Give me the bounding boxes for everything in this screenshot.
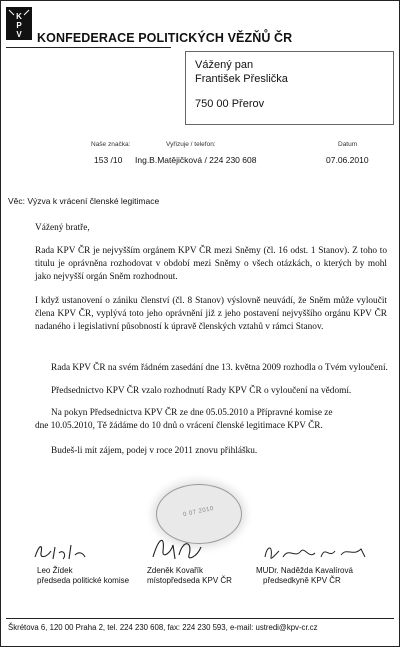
salutation: Vážený bratře, (35, 223, 90, 233)
our-ref-value: 153 /10 (94, 155, 123, 165)
signature-nadezda-kavalirova (261, 541, 371, 563)
title-underline (6, 47, 171, 48)
body-paragraph-4: Předsednictvo KPV ČR vzalo rozhodnutí Rady KPV ČR o vyloučení na vědomí. (51, 386, 352, 396)
signatory-3-name: MUDr. Naděžda Kavalírová (256, 566, 353, 575)
subject-line: Věc: Výzva k vrácení členské legitimace (8, 196, 160, 206)
body-paragraph-5: Na pokyn Předsednictva KPV ČR ze dne 05.05.2010 a Přípravné komise ze dne 10.05.2010, Tě žádáme do 10 dnů o vrácení členské legitimace KPV ČR. (35, 408, 333, 431)
organization-title: KONFEDERACE POLITICKÝCH VĚZŇŮ ČR (37, 31, 293, 45)
signatory-2-role: místopředseda KPV ČR (147, 576, 232, 585)
body-paragraph-2: I když ustanovení o zániku členství (čl. 8 Stanov) výslovně neuvádí, že Sněm může vyloučit člena KPV ČR, vyplývá toto jeho oprávnění již z jeho postavení nejvyššího orgánu KPV ČR nadaného i legislativní působností k úpravě členských vztahů v rámci Stanov. (35, 296, 387, 332)
body-paragraph-1: Rada KPV ČR je nejvyšším orgánem KPV ČR mezi Sněmy (čl. 16 odst. 1 Stanov). Z toho to titulu je oprávněna rozhodovat v období mezi Sněmy o všech otázkách, o kterých by mohl jako nejvyšší orgán Sněm rozhodnout. (35, 246, 387, 282)
footer-divider (6, 618, 394, 619)
recipient-greeting: Vážený pan (195, 59, 254, 71)
recipient-name: František Přeslička (195, 73, 288, 85)
footer-contact: Škrétova 6, 120 00 Praha 2, tel. 224 230 608, fax: 224 230 593, e-mail: ustredi@kpv-cr.cz (8, 623, 318, 632)
handled-by-label: Vyřizuje / telefon: (166, 141, 216, 148)
kpv-logo (6, 7, 32, 40)
date-value: 07.06.2010 (326, 155, 369, 165)
signatory-3-role: předsedkyně KPV ČR (263, 576, 341, 585)
svg-text:P: P (16, 21, 22, 30)
signatory-1-name: Leo Žídek (37, 566, 73, 575)
signatory-1-role: předseda politické komise (37, 576, 130, 585)
signature-zdenek-kovarik (149, 533, 209, 563)
our-ref-label: Naše značka: (91, 141, 131, 148)
svg-text:K: K (16, 12, 22, 21)
body-paragraph-6: Budeš-li mít zájem, podej v roce 2011 znovu přihlášku. (51, 446, 258, 456)
handled-by-value: Ing.B.Matějičková / 224 230 608 (135, 155, 257, 165)
recipient-city: 750 00 Přerov (195, 98, 265, 110)
stamp-date: 0 07 2010 (182, 505, 215, 519)
body-paragraph-3: Rada KPV ČR na svém řádném zasedání dne 13. května 2009 rozhodla o Tvém vyloučení. (51, 363, 388, 373)
recipient-address-box (185, 51, 394, 125)
signature-leo-zidek (33, 539, 103, 563)
signatory-2-name: Zdeněk Kovařík (147, 566, 204, 575)
date-label: Datum (338, 141, 358, 148)
svg-text:V: V (16, 30, 22, 39)
